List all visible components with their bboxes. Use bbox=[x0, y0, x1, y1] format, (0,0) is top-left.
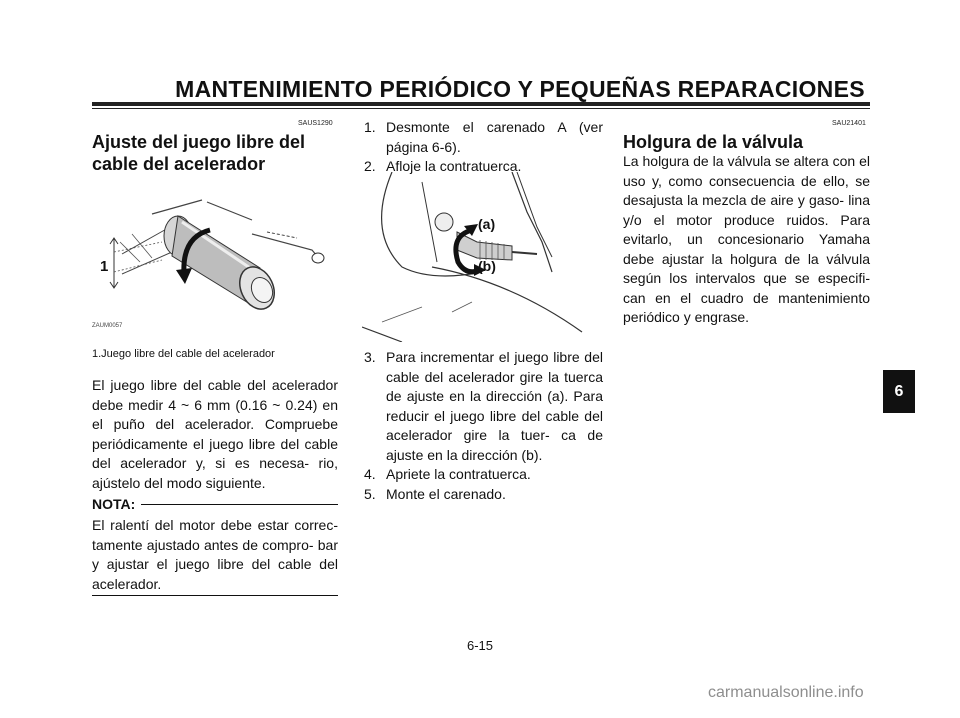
steps-list bbox=[362, 118, 603, 177]
note-line bbox=[141, 504, 338, 505]
body-text: El juego libre del cable del acelerador debe medir 4 ~ 6 mm (0.16 ~ 0.24) en el puño del acelerador. Compruebe periódicamente el juego libre del cable del acelerador y, si es necesa- rio, ajústelo del modo siguiente. bbox=[92, 377, 338, 491]
header-title: MANTENIMIENTO PERIÓDICO Y PEQUEÑAS REPARACIONES bbox=[175, 76, 865, 102]
figure-code: ZAUM0057 bbox=[92, 323, 123, 329]
list-item: 3. Para incrementar el juego libre del cable del acelerador gire la tuerca de ajuste en la dirección (a). Para reducir el juego libre del cable del acelerador gire la tuer- ca de ajuste en la dirección (b). bbox=[364, 349, 603, 463]
throttle-figure bbox=[92, 192, 338, 332]
figure-caption: 1.Juego libre del cable del acelerador bbox=[92, 348, 275, 360]
section-code: SAU21401 bbox=[832, 120, 866, 127]
heading-line: cable del acelerador bbox=[92, 154, 266, 174]
page-number: 6-15 bbox=[466, 638, 494, 653]
figure-callout-1: 1 bbox=[100, 258, 109, 275]
cable-adjuster-illustration bbox=[362, 172, 603, 342]
list-item: 2. Afloje la contratuerca. bbox=[364, 158, 522, 174]
chapter-tab: 6 bbox=[883, 370, 915, 413]
figure-label-b: (b) bbox=[478, 258, 496, 274]
section-heading bbox=[92, 131, 338, 175]
section-heading: Holgura de la válvula bbox=[623, 132, 804, 152]
throttle-grip-illustration bbox=[92, 192, 338, 332]
watermark: carmanualsonline.info bbox=[708, 684, 864, 701]
heading-line: Ajuste del juego libre del bbox=[92, 132, 306, 152]
header-rule bbox=[92, 102, 870, 106]
figure-label-a: (a) bbox=[478, 216, 496, 232]
note-heading bbox=[92, 496, 338, 512]
header-rule-thin bbox=[92, 108, 870, 109]
note-label: NOTA: bbox=[92, 496, 136, 512]
section-code: SAUS1290 bbox=[298, 120, 333, 127]
body-text: La holgura de la válvula se altera con el uso y, como consecuencia de ello, se desajusta la mezcla de aire y gaso- lina y/o el motor produce ruidos. Para evitarlo, un concesionario Yamaha debe ajustar la holgura de la válvula según los intervalos que se especifi- can en el cuadro de mantenimiento periódico y engrase. bbox=[623, 153, 870, 325]
list-item: 5. Monte el carenado. bbox=[364, 485, 506, 502]
adjuster-figure bbox=[362, 172, 603, 342]
list-item: 1. Desmonte el carenado A (ver página 6-6). bbox=[364, 119, 603, 155]
steps-list bbox=[362, 348, 603, 504]
list-item: 4. Apriete la contratuerca. bbox=[364, 466, 531, 482]
note-text: El ralentí del motor debe estar correc- tamente ajustado antes de compro- bar y ajustar el juego libre del cable del acelerador. bbox=[92, 517, 338, 592]
note-end-rule bbox=[92, 595, 338, 596]
